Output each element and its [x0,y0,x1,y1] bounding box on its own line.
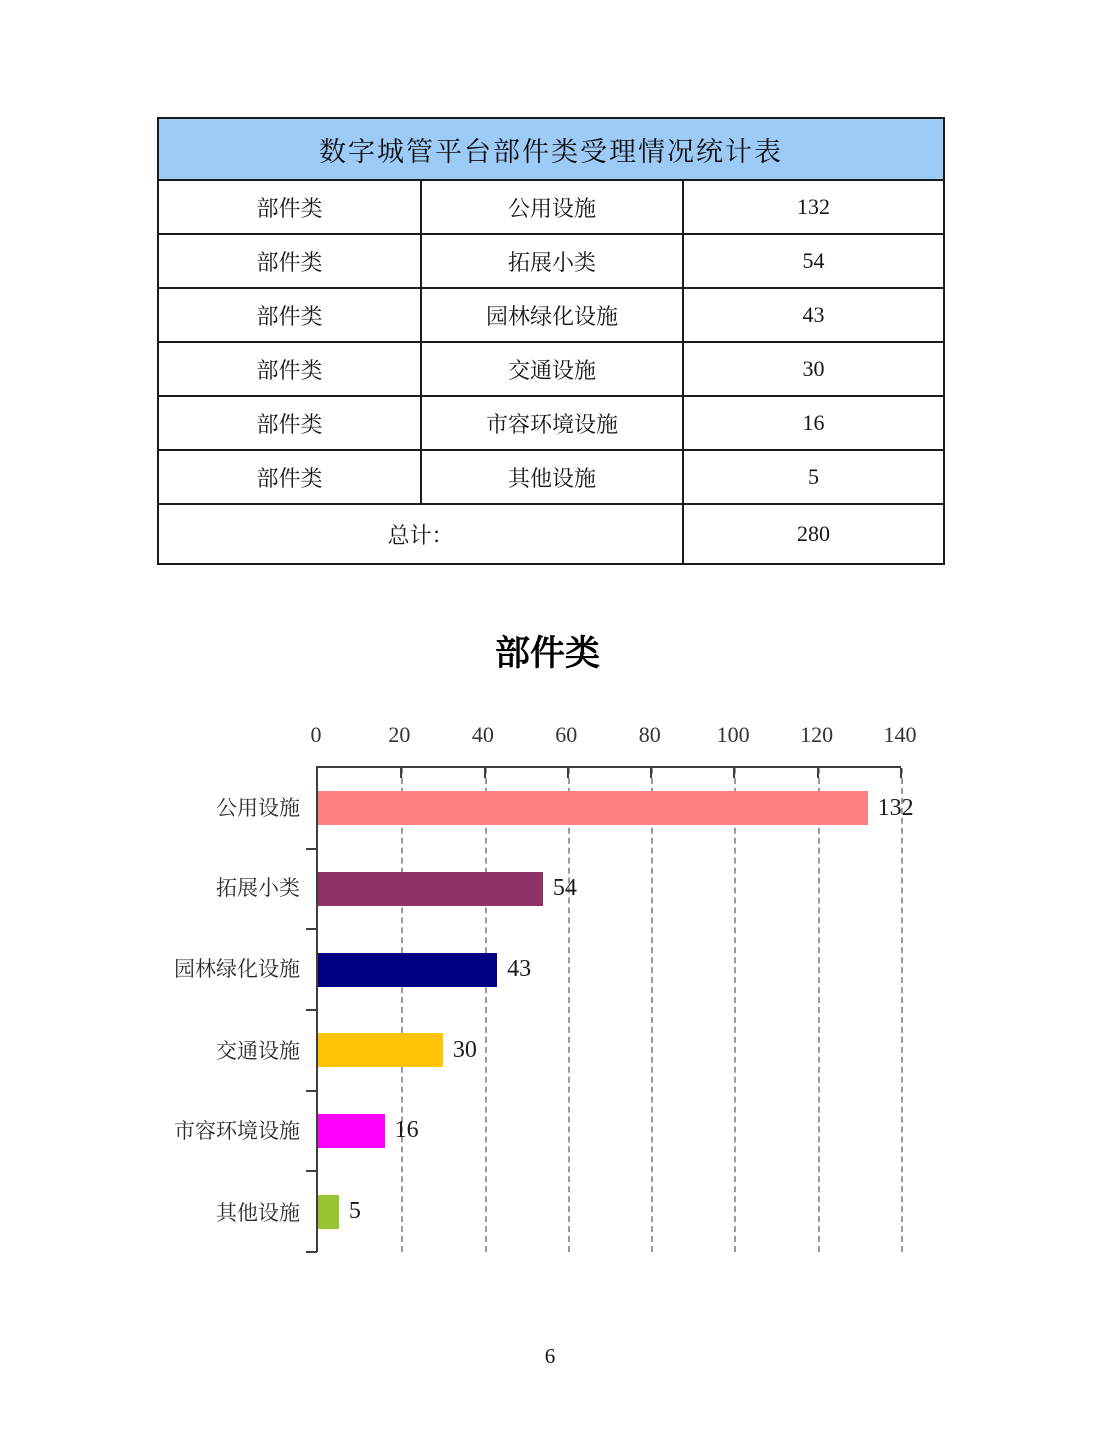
chart-title: 部件类 [494,634,600,673]
category-label: 园林绿化设施 [174,957,300,982]
bar-value-label: 30 [452,1036,477,1063]
chart-bar [318,953,497,987]
table-row [158,396,944,450]
chart-bar-row [318,768,914,849]
category-label: 市容环境设施 [174,1119,300,1144]
cell-item: 交通设施 [421,342,683,396]
cell-item: 市容环境设施 [421,396,683,450]
x-axis-tick-labels [310,722,917,750]
cell-value: 16 [683,396,944,450]
cell-category: 部件类 [158,234,421,288]
chart-bar [318,872,543,906]
category-label: 拓展小类 [216,876,300,901]
gridline [901,768,903,1252]
table-row [158,288,944,342]
cell-item: 其他设施 [421,450,683,504]
bar-value-label: 5 [348,1198,361,1225]
chart-bar [318,1033,443,1067]
table-row [158,342,944,396]
chart-bar-row [318,849,901,930]
table-title: 数字城管平台部件类受理情况统计表 [158,118,944,180]
category-label: 其他设施 [216,1200,300,1225]
x-axis-tick-label: 80 [638,722,661,747]
page-number: 6 [544,1344,556,1368]
cell-item: 园林绿化设施 [421,288,683,342]
chart-bar [318,1195,339,1229]
cell-category: 部件类 [158,288,421,342]
chart-plot-area [316,766,914,1252]
chart-bar-row [318,1091,901,1172]
chart-bar-row [318,1171,901,1252]
chart-bar-row [318,1010,901,1091]
x-axis-tick-label: 0 [310,722,322,747]
total-value: 280 [683,504,944,564]
cell-category: 部件类 [158,180,421,234]
table-total-row [158,504,944,564]
table-title-row [158,118,944,180]
chart-bar-row [318,929,901,1010]
cell-value: 5 [683,450,944,504]
table-row [158,234,944,288]
bar-value-label: 54 [552,875,577,902]
total-label: 总计： [158,504,683,564]
cell-category: 部件类 [158,342,421,396]
x-axis-tick-label: 20 [388,722,411,747]
chart-bar [318,1114,385,1148]
cell-value: 132 [683,180,944,234]
x-axis-tick-label: 100 [716,722,750,747]
bar-value-label: 43 [507,956,532,983]
statistics-table [157,117,945,565]
category-label: 交通设施 [216,1038,300,1063]
cell-item: 公用设施 [421,180,683,234]
bar-value-label: 16 [394,1117,419,1144]
cell-value: 43 [683,288,944,342]
chart-bar [318,791,868,825]
category-label: 公用设施 [216,795,300,820]
x-axis-tick-label: 40 [471,722,494,747]
cell-category: 部件类 [158,396,421,450]
bar-value-label: 132 [877,794,914,821]
cell-value: 30 [683,342,944,396]
x-axis-tick-label: 120 [800,722,834,747]
x-axis-tick-label: 140 [883,722,917,747]
cell-value: 54 [683,234,944,288]
table-row [158,180,944,234]
x-axis-tick-label: 60 [555,722,578,747]
cell-item: 拓展小类 [421,234,683,288]
category-axis-labels [150,766,308,1252]
table-row [158,450,944,504]
cell-category: 部件类 [158,450,421,504]
